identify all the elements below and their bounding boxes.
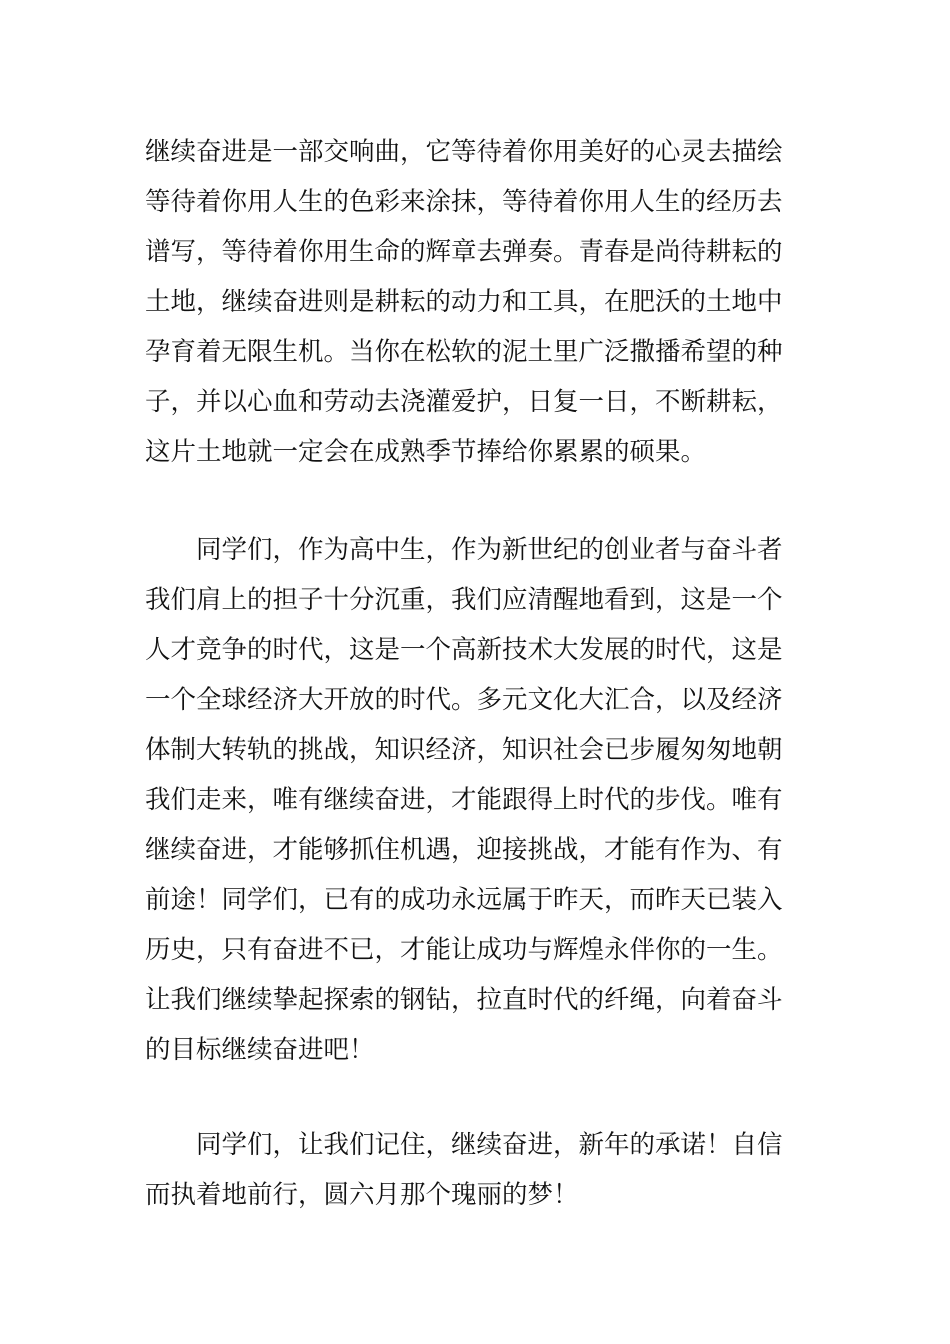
- paragraph-3: [145, 1120, 810, 1220]
- paragraph-line: 土地，继续奋进则是耕耘的动力和工具，在肥沃的土地中: [145, 287, 783, 317]
- paragraph-line: 历史，只有奋进不已，才能让成功与辉煌永伴你的一生。: [145, 935, 783, 965]
- paragraph-line: 孕育着无限生机。当你在松软的泥土里广泛撒播希望的种: [145, 337, 783, 367]
- paragraph-line: 前途！同学们，已有的成功永远属于昨天，而昨天已装入: [145, 885, 783, 915]
- paragraph-line: 的目标继续奋进吧！: [145, 1035, 375, 1065]
- paragraph-first-line: 同学们，让我们记住，继续奋进，新年的承诺！自信: [196, 1130, 783, 1160]
- paragraph-line: 谱写，等待着你用生命的辉章去弹奏。青春是尚待耕耘的: [145, 237, 783, 267]
- paragraph-line: 继续奋进，才能够抓住机遇，迎接挑战，才能有作为、有: [145, 835, 783, 865]
- paragraph-line: 我们走来，唯有继续奋进，才能跟得上时代的步伐。唯有: [145, 785, 783, 815]
- paragraph-line: 而执着地前行，圆六月那个瑰丽的梦！: [145, 1180, 579, 1210]
- paragraph-line: 等待着你用人生的色彩来涂抹，等待着你用人生的经历去: [145, 187, 783, 217]
- paragraph-line: 一个全球经济大开放的时代。多元文化大汇合，以及经济: [145, 685, 783, 715]
- paragraph-line: 体制大转轨的挑战，知识经济，知识社会已步履匆匆地朝: [145, 735, 783, 765]
- paragraph-line: 我们肩上的担子十分沉重，我们应清醒地看到，这是一个: [145, 585, 783, 615]
- paragraph-first-line: 同学们，作为高中生，作为新世纪的创业者与奋斗者: [196, 535, 783, 565]
- paragraph-line: 子，并以心血和劳动去浇灌爱护，日复一日，不断耕耘，: [145, 387, 783, 417]
- paragraph-line: 让我们继续挚起探索的钢钻，拉直时代的纤绳，向着奋斗: [145, 985, 783, 1015]
- paragraph-1: [145, 127, 810, 477]
- paragraph-line: 人才竞争的时代，这是一个高新技术大发展的时代，这是: [145, 635, 783, 665]
- paragraph-line: 继续奋进是一部交响曲，它等待着你用美好的心灵去描绘: [145, 137, 783, 167]
- paragraph-line: 这片土地就一定会在成熟季节捧给你累累的硕果。: [145, 437, 707, 467]
- paragraph-2: [145, 525, 810, 1075]
